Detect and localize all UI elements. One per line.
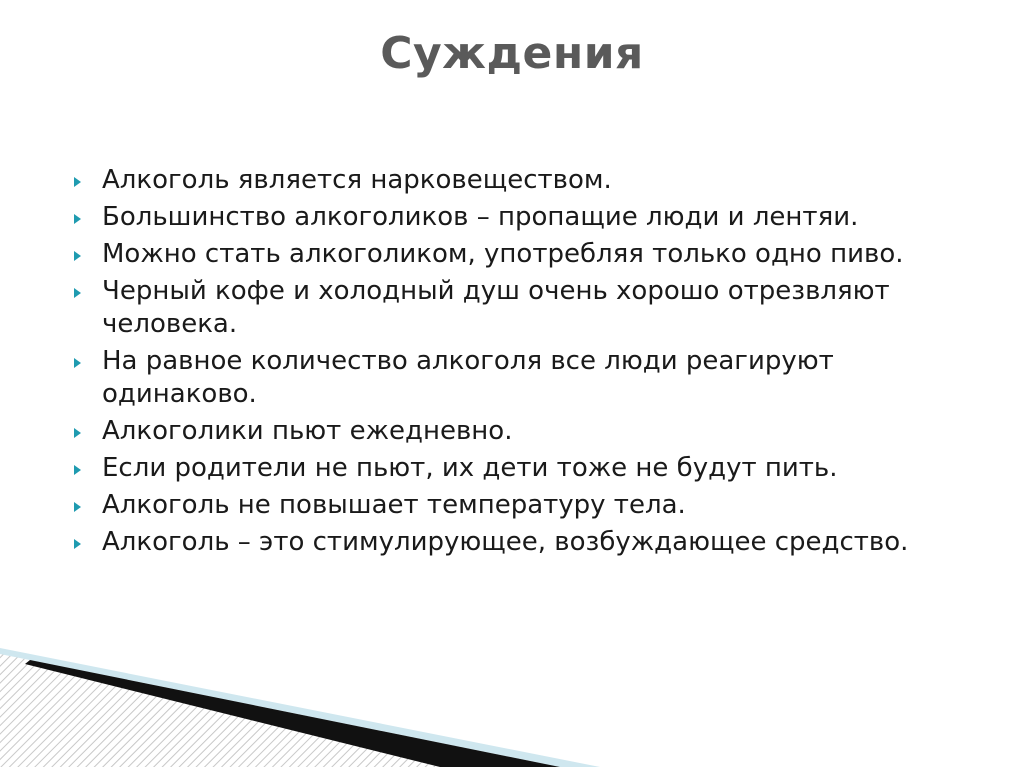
- bullet-text: Алкоголь – это стимулирующее, возбуждающее средство.: [102, 527, 909, 557]
- bullet-text: Черный кофе и холодный душ очень хорошо отрезвляют человека.: [102, 276, 890, 339]
- bullet-item: [72, 275, 982, 341]
- bullet-text: Если родители не пьют, их дети тоже не будут пить.: [102, 453, 838, 483]
- bullet-text: Большинство алкоголиков – пропащие люди и лентяи.: [102, 202, 859, 232]
- corner-decoration: [0, 640, 1024, 767]
- bullet-item: [72, 201, 982, 234]
- triangle-right-icon: [74, 428, 81, 438]
- triangle-right-icon: [74, 177, 81, 187]
- bullet-item: [72, 345, 982, 411]
- triangle-right-icon: [74, 465, 81, 475]
- bullet-item: [72, 164, 982, 197]
- bullet-text: Алкоголики пьют ежедневно.: [102, 416, 513, 446]
- triangle-right-icon: [74, 502, 81, 512]
- bullet-item: [72, 415, 982, 448]
- bullet-text: Алкоголь не повышает температуру тела.: [102, 490, 686, 520]
- bullet-item: [72, 526, 982, 559]
- bullet-text: На равное количество алкоголя все люди реагируют одинаково.: [102, 346, 834, 409]
- triangle-right-icon: [74, 251, 81, 261]
- bullet-list: [72, 164, 982, 563]
- slide-title: Суждения: [380, 28, 644, 79]
- bullet-item: [72, 452, 982, 485]
- bullet-item: [72, 238, 982, 271]
- triangle-right-icon: [74, 539, 81, 549]
- triangle-right-icon: [74, 288, 81, 298]
- bullet-text: Алкоголь является нарковеществом.: [102, 165, 612, 195]
- bullet-text: Можно стать алкоголиком, употребляя только одно пиво.: [102, 239, 904, 269]
- bullet-item: [72, 489, 982, 522]
- triangle-right-icon: [74, 358, 81, 368]
- triangle-right-icon: [74, 214, 81, 224]
